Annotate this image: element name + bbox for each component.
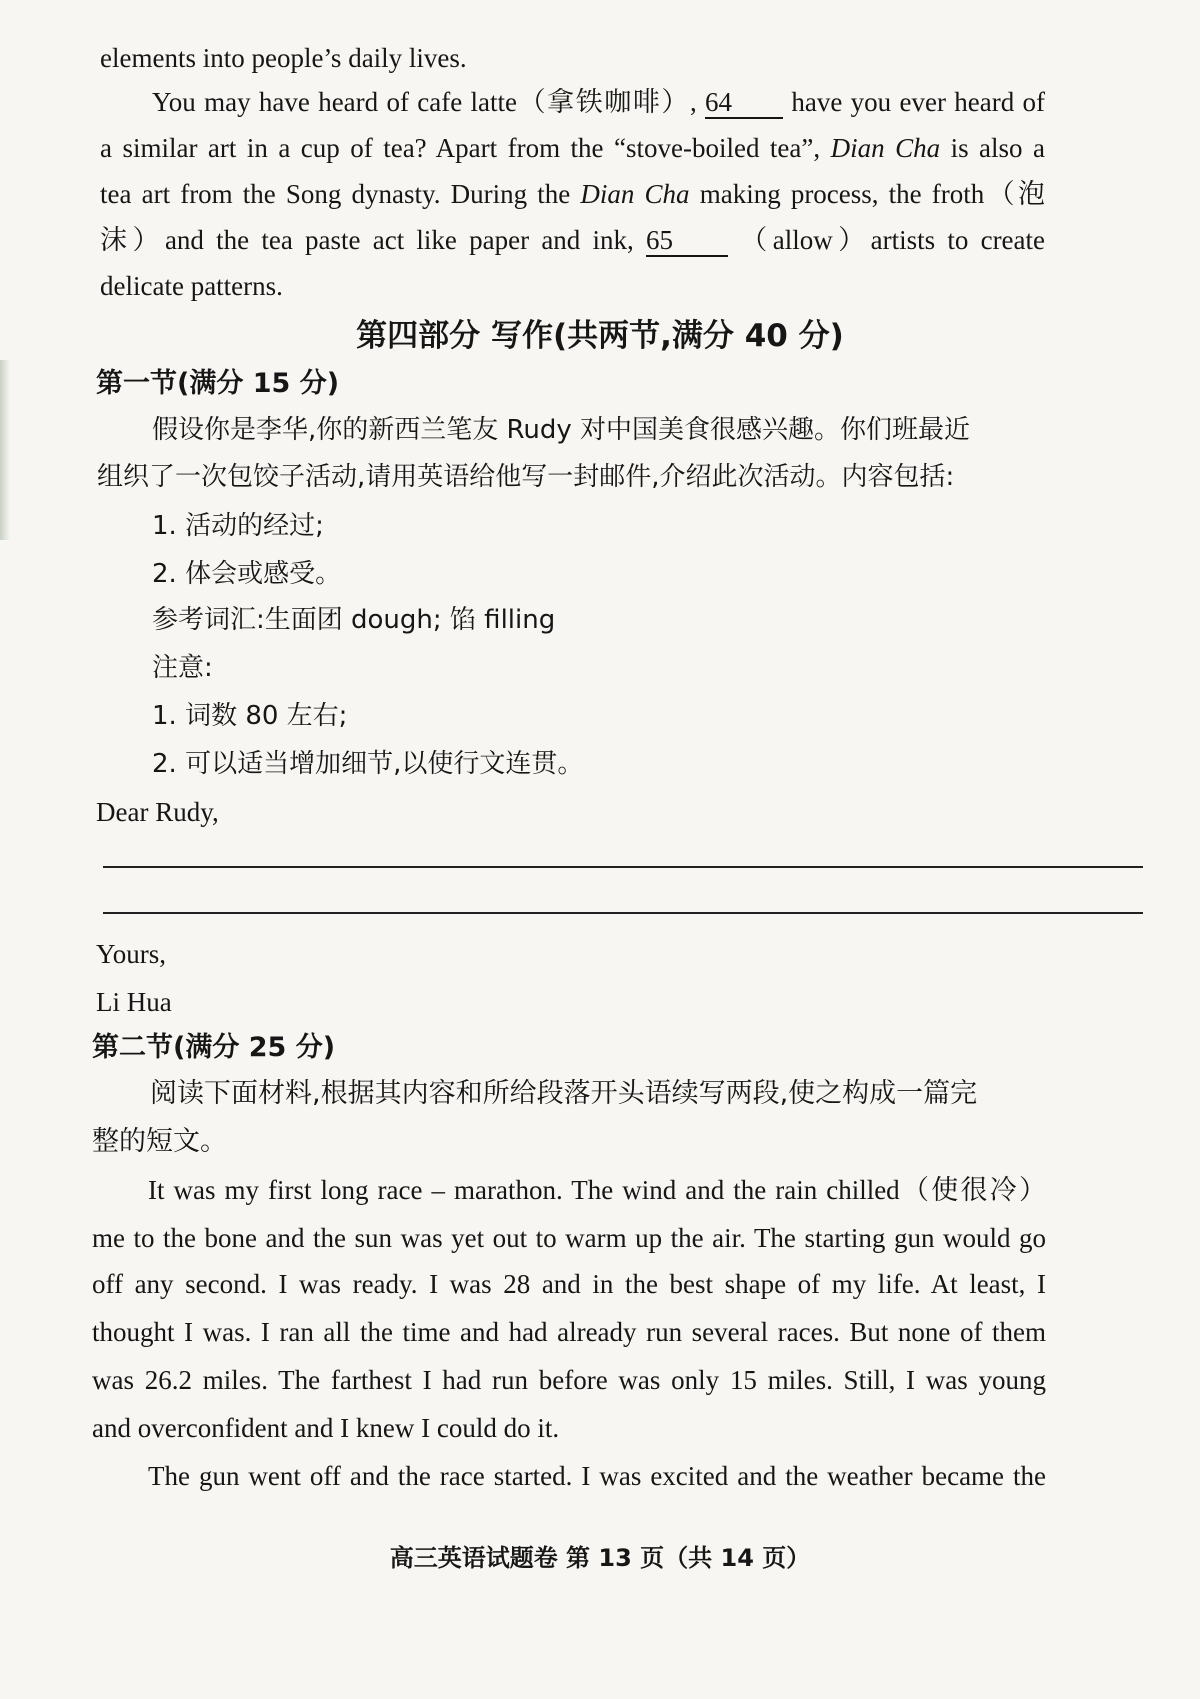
section2-prompt-line-1: 阅读下面材料,根据其内容和所给段落开头语续写两段,使之构成一篇完: [150, 1078, 978, 1109]
reading-line-5: [100, 222, 1045, 258]
part4-title: 第四部分 写作(共两节,满分 40 分): [356, 318, 844, 354]
reading-line-4-b: making process, the froth（泡: [699, 179, 1046, 209]
dian-cha-term-1: Dian Cha: [830, 133, 941, 163]
note-item-1: 1. 词数 80 左右;: [152, 701, 348, 731]
page-footer: 高三英语试题卷 第 13 页（共 14 页）: [389, 1544, 811, 1572]
section1-prompt-line-2: 组织了一次包饺子活动,请用英语给他写一封邮件,介绍此次活动。内容包括:: [97, 462, 955, 492]
story-line-6: and overconfident and I knew I could do it.: [92, 1413, 560, 1443]
section1-prompt-line-1: 假设你是李华,你的新西兰笔友 Rudy 对中国美食很感兴趣。你们班最近: [152, 415, 971, 445]
letter-signature: Li Hua: [96, 987, 172, 1017]
content-item-2: 2. 体会或感受。: [152, 559, 342, 589]
reading-line-4-a: tea art from the Song dynasty. During the: [100, 179, 571, 209]
dian-cha-term-2: Dian Cha: [580, 179, 690, 209]
reading-line-5-b: （allow）artists to create: [740, 225, 1046, 255]
reading-line-5-a: 沫）and the tea paste act like paper and ink,: [100, 225, 634, 255]
reading-line-3-b: is also a: [950, 133, 1046, 163]
blank-65[interactable]: 65: [646, 225, 728, 257]
story-line-2: me to the bone and the sun was yet out to warm up the air. The starting gun would go: [92, 1223, 1046, 1253]
reading-line-4: [100, 176, 1045, 212]
story-line-3: off any second. I was ready. I was 28 and in the best shape of my life. At least, I: [92, 1269, 1046, 1299]
answer-line-2[interactable]: [103, 912, 1143, 914]
reading-line-3: [100, 130, 1045, 166]
story-line-1: It was my first long race – marathon. The wind and the rain chilled（使很冷）: [148, 1175, 1046, 1205]
letter-salutation: Dear Rudy,: [96, 797, 219, 827]
section1-heading: 第一节(满分 15 分): [96, 368, 340, 399]
answer-line-1[interactable]: [103, 866, 1143, 868]
section2-prompt-line-2: 整的短文。: [92, 1126, 227, 1157]
scan-edge-shadow: [0, 360, 10, 540]
story-line-5: was 26.2 miles. The farthest I had run before was only 15 miles. Still, I was young: [92, 1365, 1046, 1395]
reading-line-6: delicate patterns.: [100, 271, 283, 301]
vocabulary-reference: 参考词汇:生面团 dough; 馅 filling: [152, 605, 556, 635]
content-item-1: 1. 活动的经过;: [152, 511, 324, 541]
section2-heading: 第二节(满分 25 分): [92, 1032, 336, 1063]
reading-line-2-b: have you ever heard of: [791, 87, 1046, 117]
blank-64[interactable]: 64: [705, 87, 783, 119]
reading-line-2-a: You may have heard of cafe latte（拿铁咖啡）,: [152, 87, 697, 117]
note-label: 注意:: [152, 653, 213, 683]
reading-line-3-a: a similar art in a cup of tea? Apart from the “stove-boiled tea”,: [100, 133, 821, 163]
note-item-2: 2. 可以适当增加细节,以使行文连贯。: [152, 749, 584, 779]
letter-closing: Yours,: [96, 939, 167, 969]
reading-line-1: elements into people’s daily lives.: [100, 43, 467, 73]
story-line-7: The gun went off and the race started. I was excited and the weather became the: [148, 1461, 1046, 1491]
reading-line-2: [152, 84, 1045, 120]
story-line-4: thought I was. I ran all the time and had already run several races. But none of them: [92, 1317, 1046, 1347]
